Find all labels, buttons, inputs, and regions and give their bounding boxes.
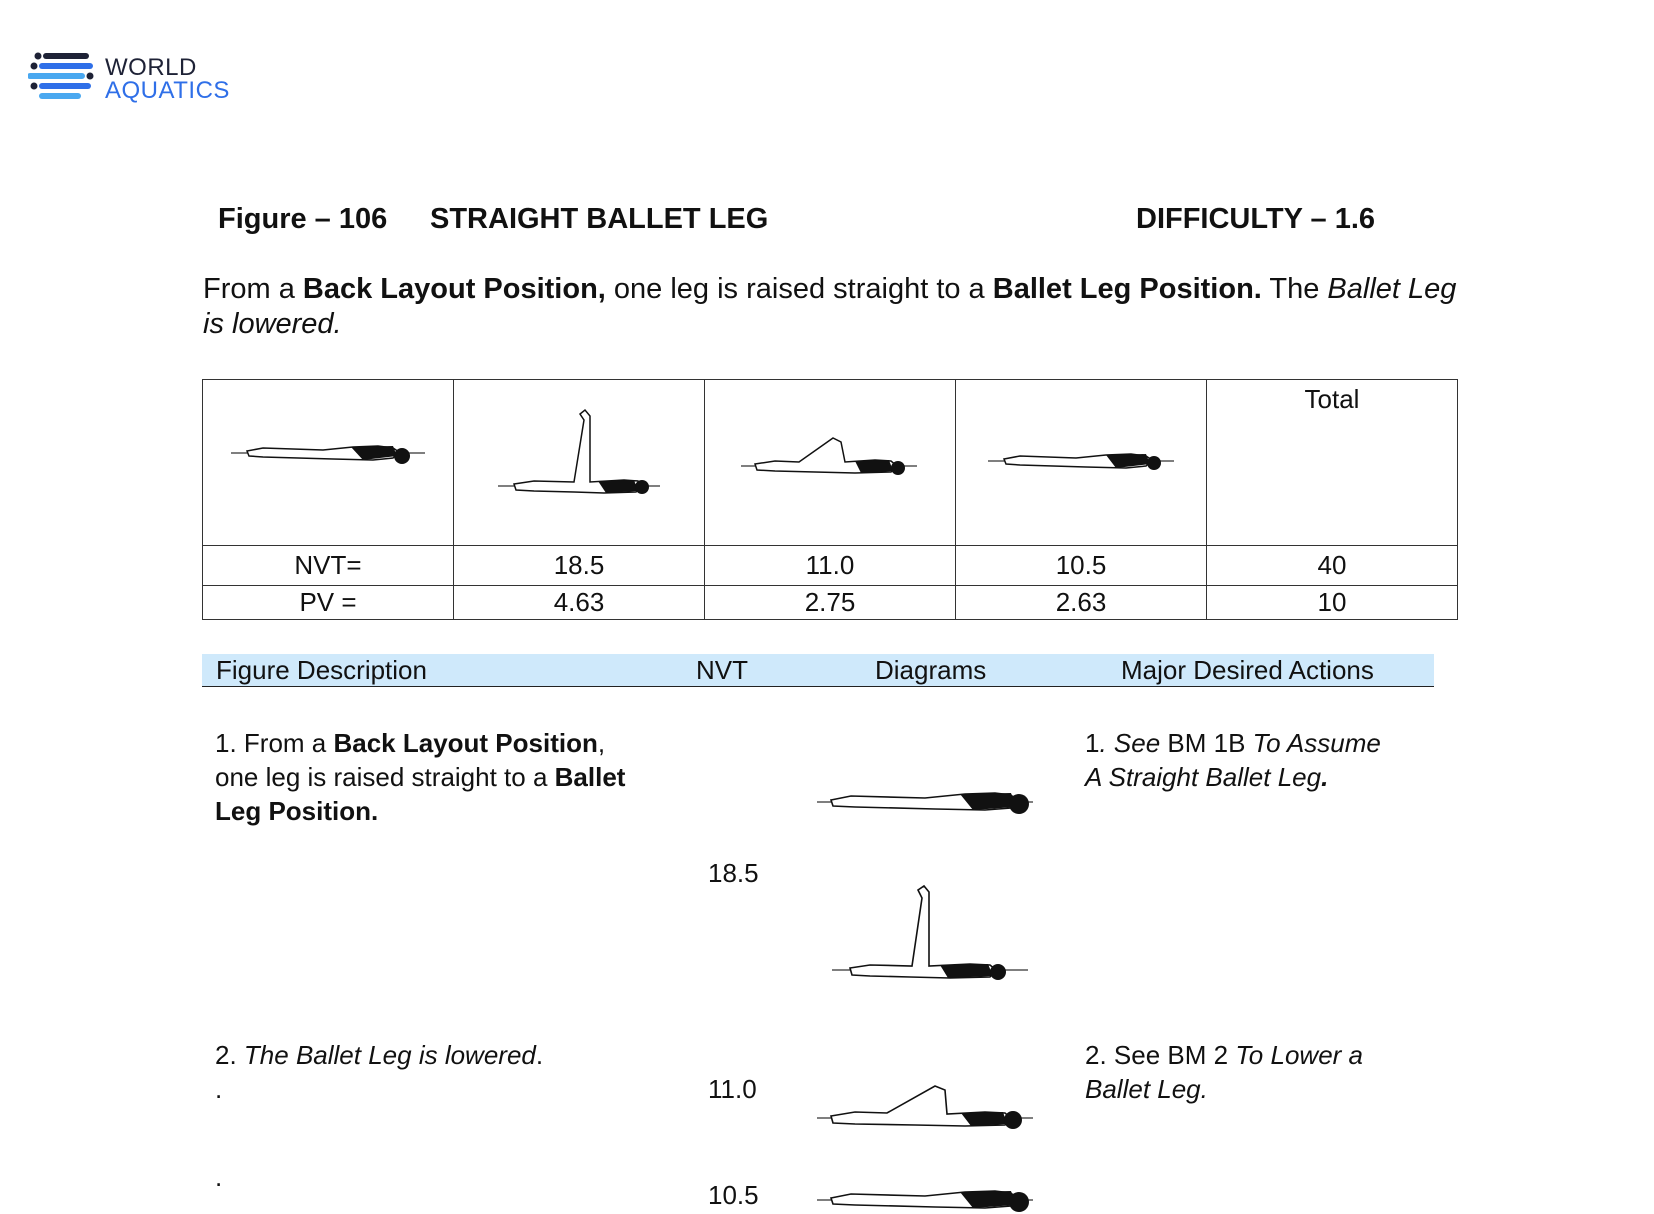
intro-paragraph — [203, 272, 1483, 342]
position-cell-4 — [956, 380, 1207, 546]
pv-row — [203, 586, 1458, 620]
total-label: Total — [1304, 384, 1360, 414]
swimmer-back-layout-end-icon — [956, 380, 1206, 538]
step-2-nvt-2: 10.5 — [708, 1180, 759, 1210]
step-2-action-italic-2: Ballet Leg. — [1085, 1074, 1208, 1104]
step-2-dot-1: . — [215, 1074, 223, 1104]
swimmer-bent-knee-icon — [705, 380, 955, 538]
step-1-description — [215, 726, 685, 828]
header-nvt: NVT — [696, 655, 748, 685]
step-1-action-italic-2: To Assume — [1252, 728, 1381, 758]
position-cell-3 — [705, 380, 956, 546]
step-1-bold-2: Ballet — [554, 762, 626, 792]
diagram-back-layout-icon — [815, 780, 1035, 830]
nvt-value-3: 10.5 — [956, 546, 1207, 586]
diagram-back-layout-end-icon — [815, 1180, 1035, 1214]
pv-label: PV = — [203, 586, 454, 620]
total-cell — [1207, 380, 1458, 546]
figure-positions-row — [203, 380, 1458, 546]
step-1-text-1: 1. From a — [215, 728, 334, 758]
step-1-text-3: one leg is raised straight to a — [215, 762, 555, 792]
swimmer-back-layout-icon — [203, 380, 453, 538]
step-2-num: 2. — [215, 1040, 244, 1070]
step-2-dot-2: . — [215, 1162, 223, 1192]
step-1-action-bold: . — [1321, 762, 1329, 792]
diagram-ballet-leg-icon — [830, 880, 1030, 990]
nvt-label: NVT= — [203, 546, 454, 586]
position-cell-1 — [203, 380, 454, 546]
header-diagrams: Diagrams — [875, 655, 987, 685]
pv-value-1: 4.63 — [454, 586, 705, 620]
header-figure-description: Figure Description — [216, 655, 427, 685]
logo-wordmark — [105, 56, 230, 102]
logo-line-1: WORLD — [105, 54, 197, 81]
step-2-action-text: 2. See BM 2 — [1085, 1040, 1236, 1070]
step-2-action-italic-1: To Lower a — [1235, 1040, 1363, 1070]
position-cell-2 — [454, 380, 705, 546]
step-2-period: . — [535, 1040, 544, 1070]
step-2-nvt-1: 11.0 — [708, 1074, 757, 1104]
step-1-text-2: , — [597, 728, 606, 758]
pv-value-3: 2.63 — [956, 586, 1207, 620]
nvt-value-1: 18.5 — [454, 546, 705, 586]
nvt-total: 40 — [1207, 546, 1458, 586]
description-table-header — [202, 654, 1434, 687]
nvt-value-2: 11.0 — [705, 546, 956, 586]
pv-value-2: 2.75 — [705, 586, 956, 620]
logo-line-2: AQUATICS — [105, 77, 230, 104]
nvt-row — [203, 546, 1458, 586]
pv-total: 10 — [1207, 586, 1458, 620]
step-1-bold-1: Back Layout Position — [333, 728, 598, 758]
step-1-nvt: 18.5 — [708, 858, 759, 888]
difficulty: DIFFICULTY – 1.6 — [1136, 203, 1376, 235]
step-2-action — [1085, 1038, 1445, 1106]
intro-bold-1: Back Layout Position, — [302, 273, 606, 305]
figure-name: STRAIGHT BALLET LEG — [430, 203, 769, 235]
intro-italic-1: Ballet Leg is lowered. — [203, 273, 1457, 340]
step-1-action-text: BM 1B — [1160, 728, 1253, 758]
step-1-action — [1085, 726, 1445, 794]
figure-number: Figure – 106 — [218, 203, 388, 235]
values-table — [202, 379, 1458, 620]
step-2-description — [215, 1038, 685, 1106]
step-1-action-italic-3: A Straight Ballet Leg — [1085, 762, 1322, 792]
intro-bold-2: Ballet Leg Position. — [992, 273, 1262, 305]
step-2-italic: The Ballet Leg is lowered — [243, 1040, 536, 1070]
intro-text-1: From a — [203, 273, 303, 305]
intro-text-3: The — [1261, 273, 1328, 305]
header-major-desired-actions: Major Desired Actions — [1121, 655, 1374, 685]
step-1-action-italic-1: . See — [1099, 728, 1161, 758]
swimmer-ballet-leg-icon — [454, 380, 704, 538]
intro-text-2: one leg is raised straight to a — [605, 273, 993, 305]
step-1-bold-3: Leg Position. — [215, 796, 379, 826]
diagram-bent-knee-icon — [815, 1080, 1035, 1140]
step-1-action-num: 1 — [1085, 728, 1100, 758]
